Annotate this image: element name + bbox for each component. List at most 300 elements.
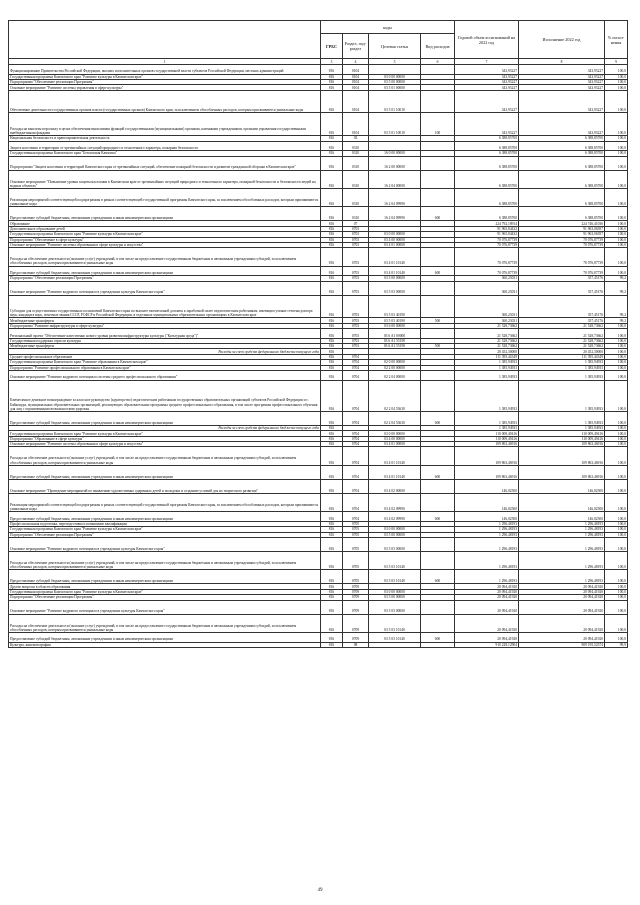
row-exec: 110 009,49416 bbox=[519, 431, 605, 436]
row-description: Государственная программа Камчатского края "Развитие культуры в Камчатском крае" bbox=[9, 431, 321, 436]
row-csr: 16 2 04 00000 bbox=[369, 170, 421, 188]
row-exec: 20 094,41920 bbox=[519, 589, 605, 594]
row-exec: 109 863,46916 bbox=[519, 442, 605, 447]
row-plan: 6 388,85700 bbox=[455, 151, 519, 156]
header-pct: % испол-нения bbox=[605, 21, 628, 59]
row-grbs: 816 bbox=[321, 436, 343, 441]
table-row bbox=[9, 493, 628, 511]
row-exec: 20 094,41920 bbox=[519, 632, 605, 642]
row-razdel: 0703 bbox=[343, 281, 369, 295]
row-description: Расходы на выплаты персоналу в целях обеспечения выполнения функций государственными (муниципальными) органами, казенными учреждениями, органами управления государственными внебюджетными фондами bbox=[9, 113, 321, 136]
row-razdel: 0709 bbox=[343, 632, 369, 642]
row-vr bbox=[421, 537, 455, 551]
row-razdel: 0704 bbox=[343, 512, 369, 522]
table-row bbox=[9, 552, 628, 570]
row-description: Национальная безопасность и правоохранительная деятельность bbox=[9, 136, 321, 141]
row-csr: 03 4 01 10140 bbox=[369, 465, 421, 479]
row-vr bbox=[421, 281, 455, 295]
table-row bbox=[9, 170, 628, 188]
row-description: Основное мероприятие "Развитие системы образования в сфере культуры и искусства" bbox=[9, 442, 321, 447]
row-vr bbox=[421, 329, 455, 339]
row-csr: 03 4 02 09990 bbox=[369, 512, 421, 522]
row-csr: 02 2 00 00000 bbox=[369, 365, 421, 370]
row-csr: 03 5 00 00000 bbox=[369, 595, 421, 600]
row-plan: 343,93227 bbox=[455, 85, 519, 90]
row-vr bbox=[421, 248, 455, 266]
row-plan: 6 388,85700 bbox=[455, 141, 519, 151]
row-pct: 100,0 bbox=[605, 232, 628, 237]
row-exec: 109 863,46916 bbox=[519, 447, 605, 465]
row-razdel: 03 bbox=[343, 136, 369, 141]
row-razdel: 0703 bbox=[343, 237, 369, 242]
row-exec: 6 388,85700 bbox=[519, 151, 605, 156]
row-csr: 03 0 00 00000 bbox=[369, 232, 421, 237]
row-razdel: 0104 bbox=[343, 113, 369, 136]
row-plan: 20 094,41920 bbox=[455, 632, 519, 642]
row-exec: 21 528,73662 bbox=[519, 338, 605, 343]
row-razdel: 0705 bbox=[343, 527, 369, 532]
row-grbs: 816 bbox=[321, 527, 343, 532]
row-razdel: 0703 bbox=[343, 323, 369, 328]
row-grbs: 816 bbox=[321, 318, 343, 323]
row-pct: 100,0 bbox=[605, 248, 628, 266]
row-description: Основное мероприятие "Повышение уровня защиты населения в Камчатском крае от чрезвычайных ситуаций природного и техногенного характера, пожарной безопасности и безопасности людей на водных объектах" bbox=[9, 170, 321, 188]
row-exec: 109 863,46916 bbox=[519, 465, 605, 479]
row-razdel: 0705 bbox=[343, 537, 369, 551]
row-exec: 70 076,87739 bbox=[519, 248, 605, 266]
row-exec: 1 385,94933 bbox=[519, 380, 605, 411]
row-razdel: 0104 bbox=[343, 90, 369, 113]
row-vr bbox=[421, 642, 455, 647]
row-grbs: 816 bbox=[321, 242, 343, 247]
row-razdel: 0705 bbox=[343, 521, 369, 526]
row-csr: 03 6 A1 55190 bbox=[369, 338, 421, 343]
row-plan: 1 385,94933 bbox=[455, 380, 519, 411]
row-csr: 03 5 03 10140 bbox=[369, 552, 421, 570]
row-exec: 1 385,94933 bbox=[519, 411, 605, 425]
row-description: Предоставление субсидий бюджетным, автономным учреждениям и иным некоммерческим организациям bbox=[9, 632, 321, 642]
table-row bbox=[9, 207, 628, 221]
row-exec: 343,93227 bbox=[519, 85, 605, 90]
row-plan: 70 076,87739 bbox=[455, 237, 519, 242]
row-exec: 357,45176 bbox=[519, 281, 605, 295]
row-razdel: 0704 bbox=[343, 360, 369, 365]
header-exec: Исполнение 2022 год bbox=[519, 21, 605, 59]
row-exec: 146,02500 bbox=[519, 493, 605, 511]
row-plan: 146,02500 bbox=[455, 493, 519, 511]
row-vr bbox=[421, 552, 455, 570]
row-description: Государственная программа Камчатского края "Развитие культуры в Камчатском крае" bbox=[9, 527, 321, 532]
row-vr bbox=[421, 447, 455, 465]
row-description: Основное мероприятие "Развитие кадрового потенциала в учреждениях культуры Камчатского края" bbox=[9, 600, 321, 614]
row-csr: 02 2 04 53630 bbox=[369, 411, 421, 425]
row-description: Расходы за счет средств федерального бюджета текущего года bbox=[9, 349, 321, 354]
row-pct: 100,0 bbox=[605, 74, 628, 79]
row-description: Подпрограмма "Развитие профессионального образования в Камчатском крае" bbox=[9, 365, 321, 370]
row-vr bbox=[421, 65, 455, 75]
row-grbs: 816 bbox=[321, 170, 343, 188]
row-grbs: 816 bbox=[321, 442, 343, 447]
row-plan: 91 965,84432 bbox=[455, 226, 519, 231]
row-vr bbox=[421, 614, 455, 632]
row-exec: 1 385,94933 bbox=[519, 370, 605, 380]
row-razdel: 0704 bbox=[343, 370, 369, 380]
row-exec: 146,02500 bbox=[519, 479, 605, 493]
row-grbs: 816 bbox=[321, 493, 343, 511]
row-grbs: 816 bbox=[321, 570, 343, 584]
row-description: Подпрограмма "Обеспечение реализации Программы" bbox=[9, 595, 321, 600]
row-grbs: 816 bbox=[321, 600, 343, 614]
row-plan: 6 388,85700 bbox=[455, 136, 519, 141]
row-pct: 100,0 bbox=[605, 600, 628, 614]
row-description: Подпрограмма "Обеспечение реализации Программы" bbox=[9, 80, 321, 85]
row-csr: 16 2 04 09990 bbox=[369, 207, 421, 221]
row-pct: 100,0 bbox=[605, 113, 628, 136]
row-grbs: 816 bbox=[321, 329, 343, 339]
row-razdel: 0703 bbox=[343, 248, 369, 266]
row-razdel: 08 bbox=[343, 642, 369, 647]
row-csr: 03 0 00 00000 bbox=[369, 431, 421, 436]
row-pct: 100,0 bbox=[605, 141, 628, 151]
row-exec: 1 296,48193 bbox=[519, 521, 605, 526]
row-pct: 100,0 bbox=[605, 226, 628, 231]
row-exec: 224 746,41036 bbox=[519, 221, 605, 226]
row-plan: 224 792,18914 bbox=[455, 221, 519, 226]
row-grbs: 816 bbox=[321, 221, 343, 226]
row-grbs: 816 bbox=[321, 447, 343, 465]
row-grbs: 816 bbox=[321, 370, 343, 380]
row-description: Подпрограмма "Обеспечение реализации Программы" bbox=[9, 276, 321, 281]
row-pct: 100,0 bbox=[605, 521, 628, 526]
row-plan: 91 965,84432 bbox=[455, 232, 519, 237]
row-description: Региональный проект "Обеспечение качественно нового уровня развития инфраструктуры культуры ("Культурная среда")" bbox=[9, 329, 321, 339]
row-exec: 111 395,44349 bbox=[519, 354, 605, 359]
row-grbs: 816 bbox=[321, 226, 343, 231]
row-grbs: 816 bbox=[321, 512, 343, 522]
row-vr: 500 bbox=[421, 318, 455, 323]
row-csr: 16 2 00 00000 bbox=[369, 156, 421, 170]
row-vr bbox=[421, 370, 455, 380]
row-plan: 20 094,41920 bbox=[455, 584, 519, 589]
row-plan: 109 863,46916 bbox=[455, 447, 519, 465]
row-description: Государственная программа Камчатского края "Развитие культуры в Камчатском крае" bbox=[9, 232, 321, 237]
row-razdel: 0709 bbox=[343, 584, 369, 589]
row-csr: 03 5 03 40190 bbox=[369, 318, 421, 323]
row-description: Государственная программа Камчатского края "Развитие образования в Камчатском крае" bbox=[9, 360, 321, 365]
table-row bbox=[9, 295, 628, 318]
row-exec: 909 195,52374 bbox=[519, 642, 605, 647]
row-grbs: 816 bbox=[321, 532, 343, 537]
row-csr: 03 0 00 00000 bbox=[369, 527, 421, 532]
row-vr: 600 bbox=[421, 512, 455, 522]
row-razdel: 0705 bbox=[343, 552, 369, 570]
col-num: 3 bbox=[321, 59, 343, 65]
row-description: Предоставление субсидий бюджетным, автономным учреждениям и иным некоммерческим организациям bbox=[9, 570, 321, 584]
row-plan: 111 395,44349 bbox=[455, 354, 519, 359]
row-pct: 100,0 bbox=[605, 338, 628, 343]
table-row bbox=[9, 465, 628, 479]
row-grbs: 816 bbox=[321, 323, 343, 328]
row-csr bbox=[369, 642, 421, 647]
row-csr: 03 4 00 00000 bbox=[369, 237, 421, 242]
row-pct: 100,0 bbox=[605, 632, 628, 642]
row-csr: 03 5 03 10140 bbox=[369, 614, 421, 632]
row-plan: 360,23031 bbox=[455, 295, 519, 318]
row-vr bbox=[421, 380, 455, 411]
row-vr bbox=[421, 493, 455, 511]
row-plan: 20 094,41920 bbox=[455, 614, 519, 632]
row-description: Обеспечение деятельности государственных органов власти (государственных органов) Камчатского края, за исключением обособленных расходов, которым присваиваются уникальные коды bbox=[9, 90, 321, 113]
row-plan: 910 228,12904 bbox=[455, 642, 519, 647]
row-pct: 99,2 bbox=[605, 281, 628, 295]
row-grbs: 816 bbox=[321, 207, 343, 221]
row-description: Реализация мероприятий соответствующей подпрограммы в рамках соответствующей государственной программы Камчатского края, за исключением обособленных расходов, которым присваиваются уникальные коды bbox=[9, 493, 321, 511]
row-razdel: 0104 bbox=[343, 85, 369, 90]
row-pct: 100,0 bbox=[605, 156, 628, 170]
table-row bbox=[9, 370, 628, 380]
row-grbs: 816 bbox=[321, 248, 343, 266]
row-razdel: 0104 bbox=[343, 80, 369, 85]
row-csr: 03 4 02 09990 bbox=[369, 493, 421, 511]
row-grbs: 816 bbox=[321, 479, 343, 493]
row-csr: 03 5 03 40190 bbox=[369, 295, 421, 318]
row-plan: 20 094,41920 bbox=[455, 595, 519, 600]
row-pct: 100,0 bbox=[605, 442, 628, 447]
row-grbs: 816 bbox=[321, 354, 343, 359]
row-razdel: 0704 bbox=[343, 447, 369, 465]
row-description: Расходы за счет средств федерального бюджета текущего года bbox=[9, 426, 321, 431]
row-plan: 70 076,87739 bbox=[455, 248, 519, 266]
row-razdel: 0703 bbox=[343, 318, 369, 323]
row-razdel: 0704 bbox=[343, 354, 369, 359]
row-exec: 357,45176 bbox=[519, 295, 605, 318]
row-exec: 1 385,94933 bbox=[519, 426, 605, 431]
row-pct: 100,0 bbox=[605, 552, 628, 570]
row-csr: 02 0 00 00000 bbox=[369, 360, 421, 365]
row-plan: 20 094,41920 bbox=[455, 600, 519, 614]
header-row-codes bbox=[9, 21, 628, 34]
row-razdel: 0703 bbox=[343, 329, 369, 339]
row-description: Предоставление субсидий бюджетным, автономным учреждениям и иным некоммерческим организациям bbox=[9, 266, 321, 276]
row-razdel: 0703 bbox=[343, 242, 369, 247]
table-row bbox=[9, 141, 628, 151]
table-body bbox=[9, 65, 628, 648]
row-csr: 03 0 00 00000 bbox=[369, 74, 421, 79]
row-description: Расходы на обеспечение деятельности (оказание услуг) учреждений, в том числе на предоставление государственным бюджетным и автономным учреждениям субсидий, за исключением обособленных расходов, которым присваиваются уникальные коды bbox=[9, 447, 321, 465]
row-pct: 100,0 bbox=[605, 380, 628, 411]
row-grbs: 816 bbox=[321, 266, 343, 276]
row-plan: 343,93227 bbox=[455, 74, 519, 79]
table-row bbox=[9, 537, 628, 551]
row-description: Межбюджетные трансферты bbox=[9, 318, 321, 323]
row-description: Предоставление субсидий бюджетным, автономным учреждениям и иным некоммерческим организациям bbox=[9, 465, 321, 479]
row-vr: 600 bbox=[421, 570, 455, 584]
row-grbs: 816 bbox=[321, 431, 343, 436]
row-razdel: 0704 bbox=[343, 431, 369, 436]
row-pct: 100,0 bbox=[605, 349, 628, 354]
header-codes: коды bbox=[321, 21, 455, 34]
row-razdel: 0703 bbox=[343, 226, 369, 231]
row-grbs: 816 bbox=[321, 380, 343, 411]
row-grbs: 816 bbox=[321, 85, 343, 90]
row-grbs: 816 bbox=[321, 151, 343, 156]
row-vr: 600 bbox=[421, 207, 455, 221]
row-grbs: 816 bbox=[321, 74, 343, 79]
row-csr: 02 2 04 53630 bbox=[369, 380, 421, 411]
row-pct: 100,0 bbox=[605, 479, 628, 493]
row-description: Другие вопросы в области образования bbox=[9, 584, 321, 589]
row-razdel: 0703 bbox=[343, 266, 369, 276]
row-plan: 21 528,73662 bbox=[455, 323, 519, 328]
row-razdel: 0310 bbox=[343, 170, 369, 188]
row-exec: 343,93227 bbox=[519, 113, 605, 136]
row-grbs: 816 bbox=[321, 295, 343, 318]
row-grbs: 816 bbox=[321, 189, 343, 207]
row-vr: 600 bbox=[421, 465, 455, 479]
row-grbs: 816 bbox=[321, 537, 343, 551]
row-pct: 100,0 bbox=[605, 151, 628, 156]
row-description: Основное мероприятие "Развитие кадрового потенциала в учреждениях культуры Камчатского края" bbox=[9, 537, 321, 551]
row-plan: 360,23031 bbox=[455, 276, 519, 281]
row-vr: 600 bbox=[421, 632, 455, 642]
row-grbs: 816 bbox=[321, 113, 343, 136]
row-plan: 1 296,48193 bbox=[455, 552, 519, 570]
table-row bbox=[9, 329, 628, 339]
row-csr: 03 4 00 00000 bbox=[369, 436, 421, 441]
row-plan: 1 296,48193 bbox=[455, 570, 519, 584]
row-razdel: 0709 bbox=[343, 600, 369, 614]
row-exec: 20 094,41920 bbox=[519, 600, 605, 614]
row-plan: 1 385,94933 bbox=[455, 411, 519, 425]
row-plan: 70 076,87739 bbox=[455, 242, 519, 247]
row-grbs: 816 bbox=[321, 589, 343, 594]
row-plan: 109 863,46916 bbox=[455, 442, 519, 447]
table-row bbox=[9, 248, 628, 266]
row-csr: 03 5 00 00000 bbox=[369, 532, 421, 537]
row-vr: 100 bbox=[421, 113, 455, 136]
table-row bbox=[9, 90, 628, 113]
table-row bbox=[9, 512, 628, 522]
row-grbs: 816 bbox=[321, 237, 343, 242]
row-description: Дополнительное образование детей bbox=[9, 226, 321, 231]
row-plan: 146,02500 bbox=[455, 479, 519, 493]
row-plan: 343,93227 bbox=[455, 113, 519, 136]
row-vr bbox=[421, 141, 455, 151]
row-vr bbox=[421, 189, 455, 207]
row-exec: 6 388,85700 bbox=[519, 189, 605, 207]
row-grbs: 816 bbox=[321, 614, 343, 632]
row-description: Защита населения и территории от чрезвычайных ситуаций природного и техногенного характера, пожарная безопасность bbox=[9, 141, 321, 151]
row-razdel: 0310 bbox=[343, 151, 369, 156]
row-grbs: 816 bbox=[321, 584, 343, 589]
row-pct: 100,0 bbox=[605, 411, 628, 425]
row-plan: 1 385,94933 bbox=[455, 370, 519, 380]
row-exec: 21 528,73662 bbox=[519, 323, 605, 328]
row-pct: 100,0 bbox=[605, 570, 628, 584]
row-description: Подпрограмма "Защита населения и территорий Камчатского края от чрезвычайных ситуаций, обеспечение пожарной безопасности и развитие гражданской обороны в Камчатском крае" bbox=[9, 156, 321, 170]
row-csr: 03 4 01 00000 bbox=[369, 242, 421, 247]
row-grbs: 816 bbox=[321, 80, 343, 85]
row-razdel: 0709 bbox=[343, 595, 369, 600]
row-exec: 21 528,73662 bbox=[519, 329, 605, 339]
table-row bbox=[9, 266, 628, 276]
row-exec: 6 388,85700 bbox=[519, 170, 605, 188]
table-row bbox=[9, 570, 628, 584]
row-description: Образование bbox=[9, 221, 321, 226]
row-description: Культура, кинематография bbox=[9, 642, 321, 647]
row-plan: 360,23031 bbox=[455, 318, 519, 323]
row-pct: 100,0 bbox=[605, 360, 628, 365]
row-csr: 03 4 01 10140 bbox=[369, 266, 421, 276]
table-row bbox=[9, 189, 628, 207]
row-description: Межбюджетные трансферты bbox=[9, 344, 321, 349]
row-grbs: 816 bbox=[321, 90, 343, 113]
row-description: Подпрограмма "Развитие инфраструктуры в сфере культуры" bbox=[9, 323, 321, 328]
table-row bbox=[9, 113, 628, 136]
row-exec: 343,93227 bbox=[519, 65, 605, 75]
row-grbs: 816 bbox=[321, 344, 343, 349]
row-vr: 600 bbox=[421, 411, 455, 425]
row-pct: 100,0 bbox=[605, 431, 628, 436]
row-exec: 1 296,48193 bbox=[519, 532, 605, 537]
row-description: Государственная программа Камчатского края "Развитие культуры в Камчатском крае" bbox=[9, 589, 321, 594]
row-razdel: 0703 bbox=[343, 344, 369, 349]
row-csr: 03 6 A1 00000 bbox=[369, 329, 421, 339]
row-plan: 1 385,94933 bbox=[455, 360, 519, 365]
row-exec: 20 452,30000 bbox=[519, 349, 605, 354]
header-csr: Целевая статья bbox=[369, 34, 421, 59]
row-description: Предоставление субсидий бюджетным, автономным учреждениям и иным некоммерческим организациям bbox=[9, 411, 321, 425]
row-pct: 99,2 bbox=[605, 295, 628, 318]
row-razdel: 0310 bbox=[343, 141, 369, 151]
row-csr: 03 5 00 00000 bbox=[369, 276, 421, 281]
row-description: Расходы на обеспечение деятельности (оказание услуг) учреждений, в том числе на предоставление государственным бюджетным и автономным учреждениям субсидий, за исключением обособленных расходов, которым присваиваются уникальные коды bbox=[9, 614, 321, 632]
row-pct: 99,2 bbox=[605, 318, 628, 323]
row-plan: 21 528,73662 bbox=[455, 338, 519, 343]
row-grbs: 816 bbox=[321, 465, 343, 479]
row-pct: 100,0 bbox=[605, 266, 628, 276]
row-description: Подпрограмма "Обеспечение в сфере культуры" bbox=[9, 237, 321, 242]
row-razdel: 0704 bbox=[343, 442, 369, 447]
row-pct: 100,0 bbox=[605, 221, 628, 226]
row-exec: 1 296,48193 bbox=[519, 552, 605, 570]
row-plan: 6 388,85700 bbox=[455, 189, 519, 207]
row-pct: 100,0 bbox=[605, 584, 628, 589]
row-description: Государственная программа Камчатского края "Развитие культуры в Камчатском крае" bbox=[9, 74, 321, 79]
row-plan: 20 094,41920 bbox=[455, 589, 519, 594]
row-pct: 99,9 bbox=[605, 642, 628, 647]
row-description: Подпрограмма "Образование в сфере культуры" bbox=[9, 436, 321, 441]
row-exec: 357,45176 bbox=[519, 276, 605, 281]
row-razdel: 07 bbox=[343, 221, 369, 226]
col-num: 1 bbox=[9, 59, 321, 65]
row-pct: 100,0 bbox=[605, 344, 628, 349]
row-razdel: 0310 bbox=[343, 207, 369, 221]
row-exec: 1 296,48193 bbox=[519, 537, 605, 551]
row-csr: 16 0 00 00000 bbox=[369, 151, 421, 156]
row-exec: 20 094,41920 bbox=[519, 584, 605, 589]
table-row bbox=[9, 600, 628, 614]
row-exec: 70 076,87739 bbox=[519, 242, 605, 247]
header-grbs: ГРБС bbox=[321, 34, 343, 59]
row-description: Ежемесячное денежное вознаграждение за классное руководство (кураторство) педагогическим работникам государственных образовательных организаций субъектов Российской Федерации и г. Байконура, муниципальных образовательных организаций, реализующих образовательные программы среднего профессионального образования, в том числе программы профессионального обучения для лиц с ограниченными возможностями здоровья bbox=[9, 380, 321, 411]
row-csr bbox=[369, 65, 421, 75]
budget-table bbox=[8, 20, 628, 648]
row-grbs: 816 bbox=[321, 338, 343, 343]
table-row bbox=[9, 632, 628, 642]
row-grbs: 816 bbox=[321, 426, 343, 431]
row-plan: 343,93227 bbox=[455, 90, 519, 113]
